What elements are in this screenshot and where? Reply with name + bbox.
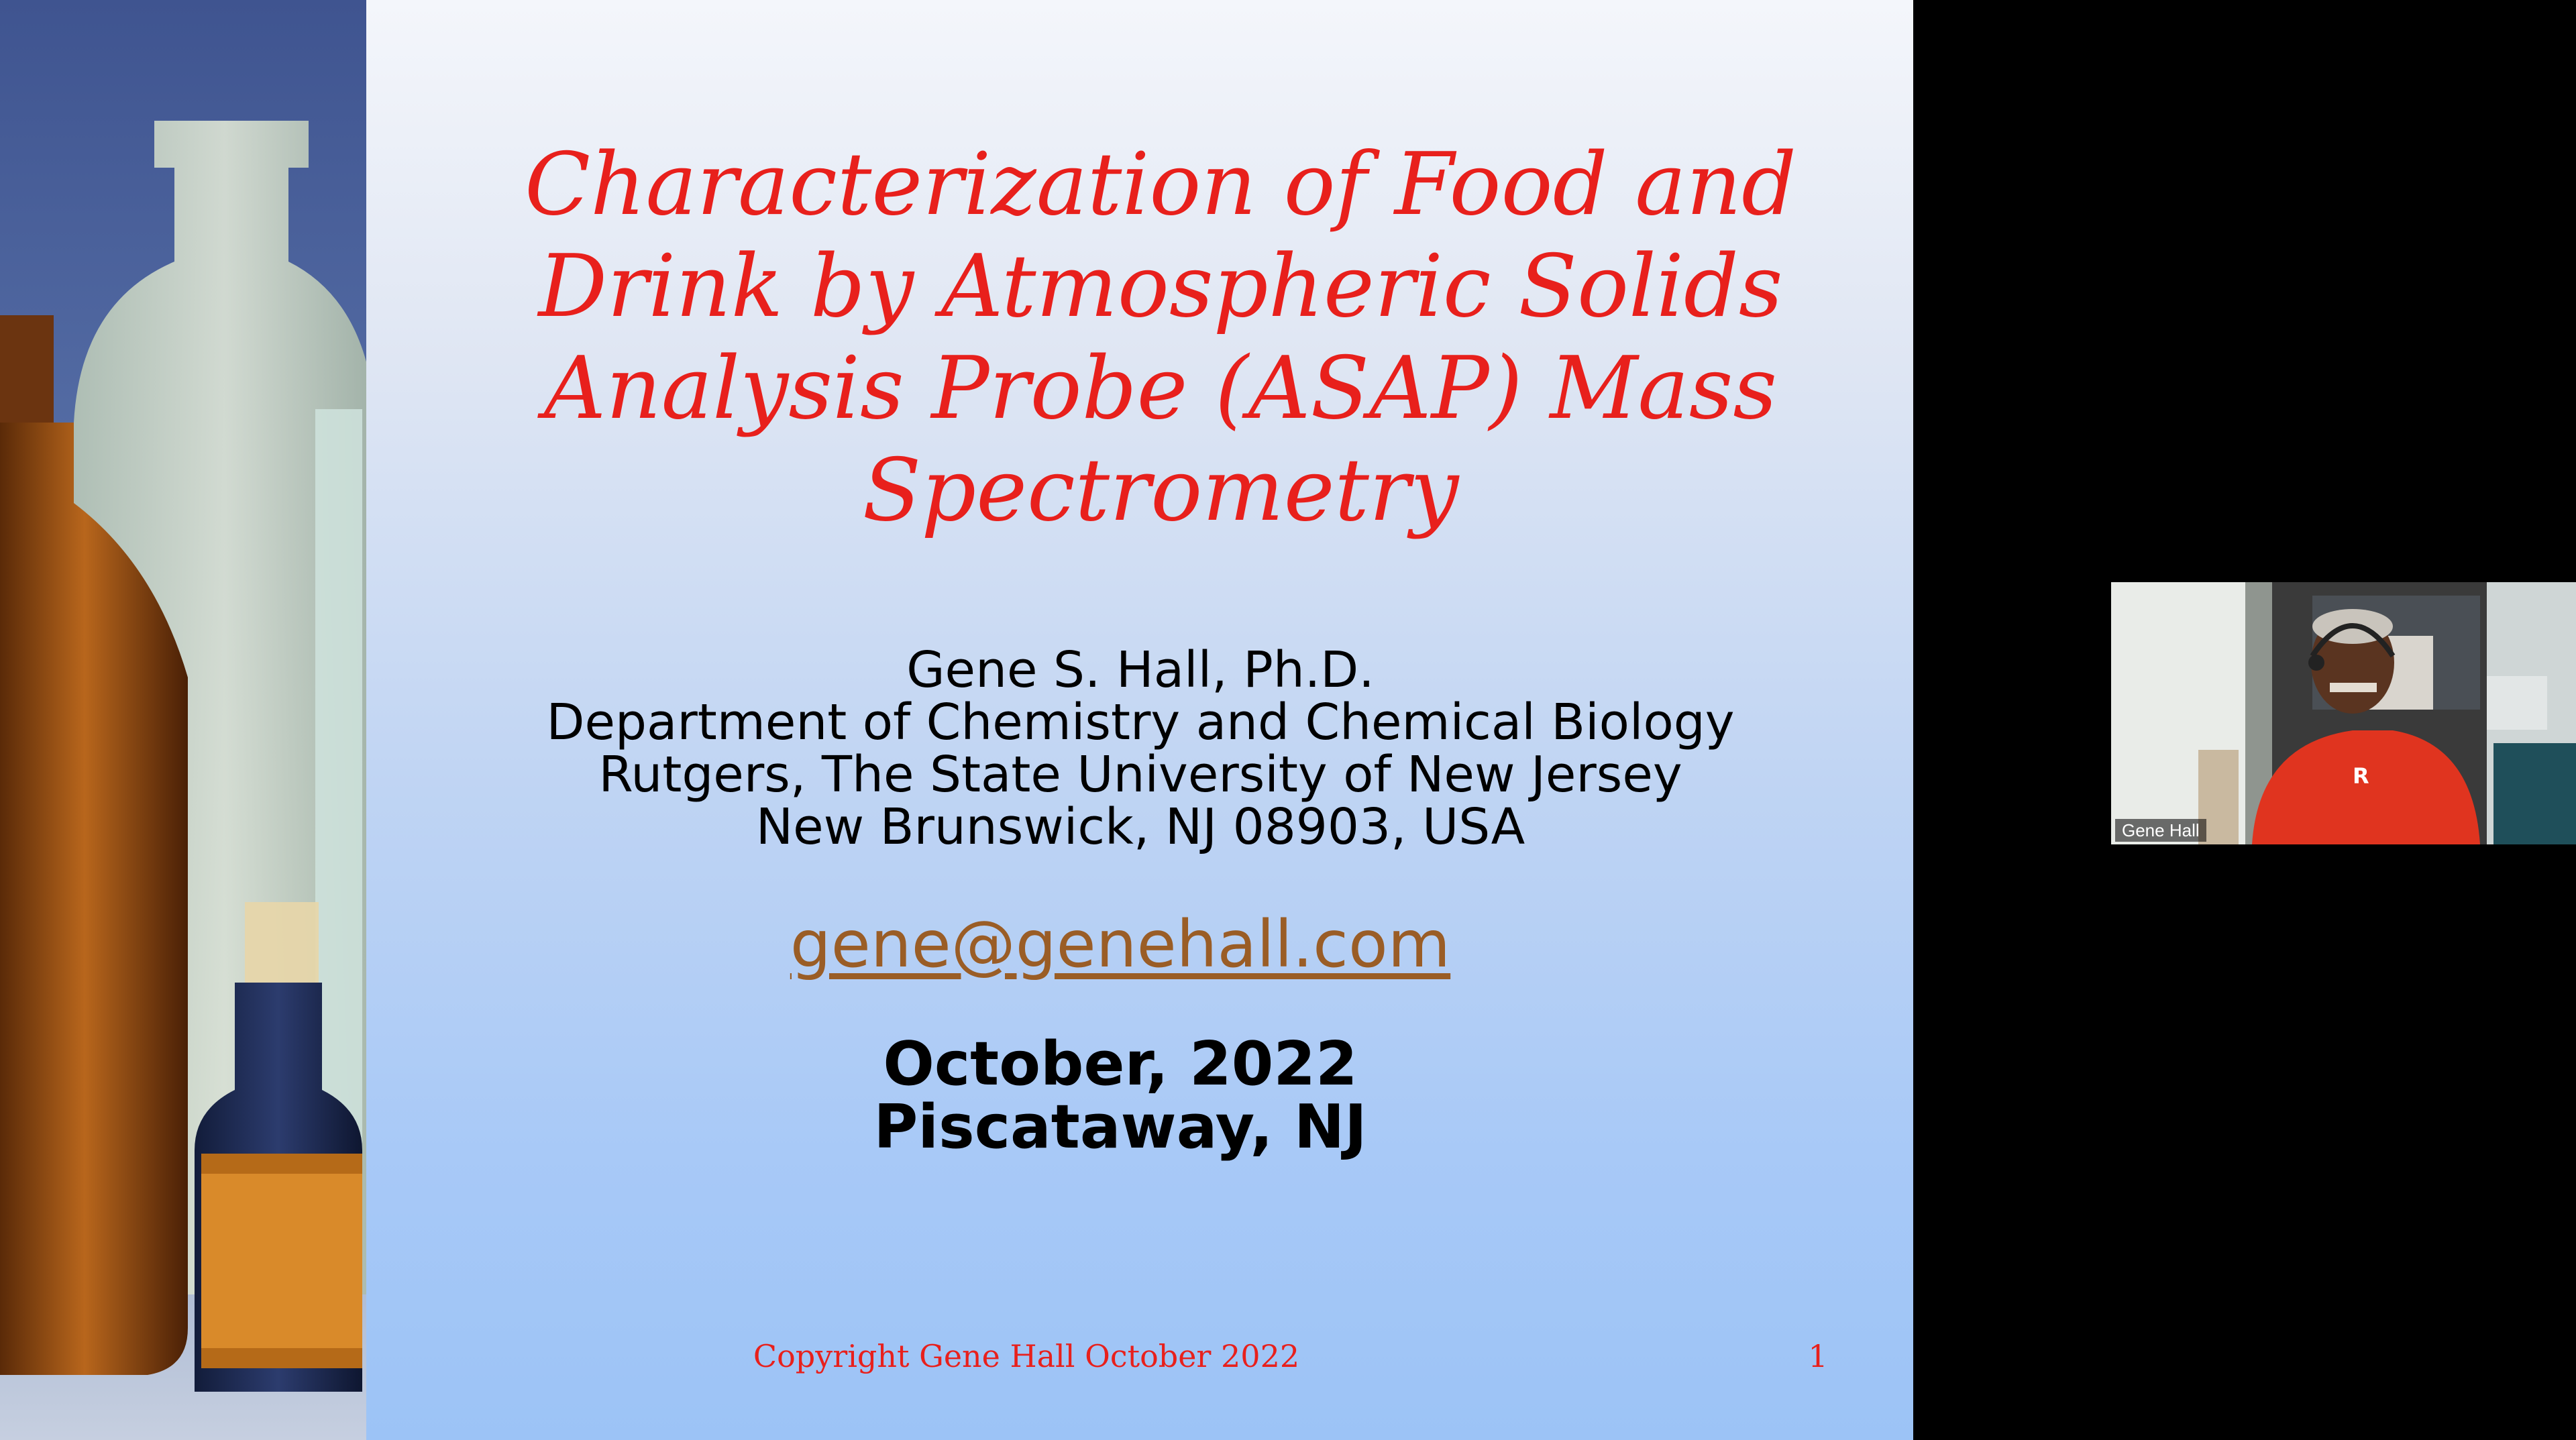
slide-page-number: 1	[1808, 1338, 1828, 1374]
author-department: Department of Chemistry and Chemical Biology	[546, 694, 1735, 751]
slide-title	[416, 134, 1905, 542]
presentation-date: October, 2022	[883, 1029, 1358, 1099]
slide-copyright: Copyright Gene Hall October 2022	[753, 1338, 1300, 1374]
participant-name-label: Gene Hall	[2115, 819, 2206, 842]
vintage-bottles-image	[0, 0, 366, 1440]
date-location-block	[604, 1029, 1637, 1162]
slide-title-line: Drink by Atmospheric Solids	[538, 237, 1783, 337]
participant-video-tile[interactable]	[2111, 582, 2576, 844]
participant-video-feed	[2111, 582, 2576, 844]
shirt-letter: R	[2353, 763, 2369, 789]
author-name: Gene S. Hall, Ph.D.	[906, 641, 1375, 699]
slide-title-line: Spectrometry	[862, 441, 1459, 541]
email-link[interactable]: gene@genehall.com	[790, 907, 1451, 982]
author-address: New Brunswick, NJ 08903, USA	[755, 798, 1525, 856]
author-block	[470, 641, 1811, 856]
presentation-location: Piscataway, NJ	[873, 1092, 1367, 1162]
slide-title-line: Characterization of Food and	[525, 135, 1796, 235]
slide-title-line: Analysis Probe (ASAP) Mass	[543, 339, 1778, 439]
bottles-illustration	[0, 0, 366, 1440]
author-university: Rutgers, The State University of New Jersey	[598, 746, 1682, 804]
